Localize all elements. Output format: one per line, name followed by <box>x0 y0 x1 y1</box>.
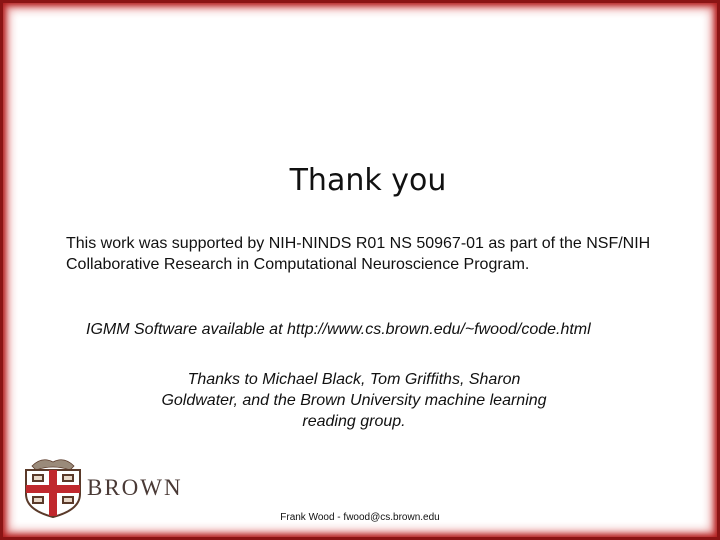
footer-contact: Frank Wood - fwood@cs.brown.edu <box>280 512 440 523</box>
software-link-text: IGMM Software available at http://www.cs.brown.edu/~fwood/code.html <box>86 321 591 338</box>
acknowledgements-text: Thanks to Michael Black, Tom Griffiths, Sharon Goldwater, and the Brown University machine learning reading group. <box>161 371 547 430</box>
brown-logo <box>22 456 183 518</box>
brown-shield-icon <box>22 456 84 518</box>
brown-wordmark: BROWN <box>87 475 183 500</box>
slide-title: Thank you <box>289 163 447 198</box>
support-text: This work was supported by NIH-NINDS R01 NS 50967-01 as part of the NSF/NIH Collaborative Research in Computational Neuroscience Program. <box>66 235 651 273</box>
footer <box>0 512 720 523</box>
